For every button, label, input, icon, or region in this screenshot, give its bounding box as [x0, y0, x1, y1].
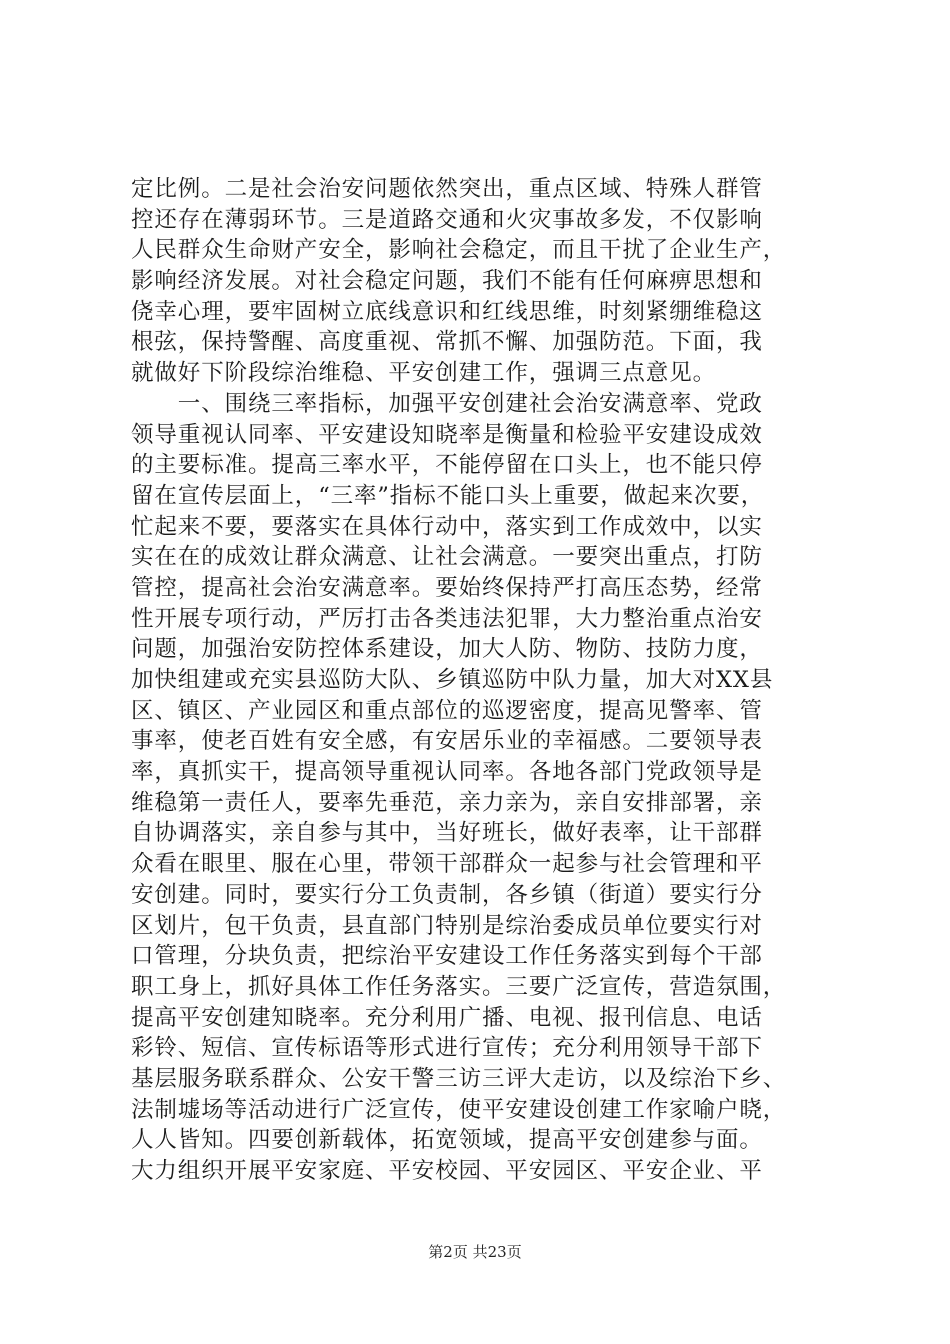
text-line: 管控，提高社会治安满意率。要始终保持严打高压态势，经常 — [131, 574, 763, 601]
text-line: 忙起来不要，要落实在具体行动中，落实到工作成效中，以实 — [131, 513, 763, 540]
text-line: 口管理，分块负责，把综治平安建设工作任务落实到每个干部 — [131, 943, 763, 970]
text-line: 法制墟场等活动进行广泛宣传，使平安建设创建工作家喻户晓， — [131, 1096, 787, 1123]
text-line: 的主要标准。提高三率水平，不能停留在口头上，也不能只停 — [131, 452, 763, 479]
text-line: 维稳第一责任人，要率先垂范，亲力亲为，亲自安排部署，亲 — [131, 789, 763, 816]
text-line: 一、围绕三率指标，加强平安创建社会治安满意率、党政 — [131, 390, 763, 417]
text-line: 问题，加强治安防控体系建设，加大人防、物防、技防力度， — [131, 636, 763, 663]
text-line: 大力组织开展平安家庭、平安校园、平安园区、平安企业、平 — [131, 1158, 763, 1184]
text-line: 实在在的成效让群众满意、让社会满意。一要突出重点，打防 — [131, 544, 763, 571]
text-line: 人人皆知。四要创新载体，拓宽领域，提高平安创建参与面。 — [131, 1127, 763, 1154]
text-line: 提高平安创建知晓率。充分利用广播、电视、报刊信息、电话 — [131, 1004, 763, 1031]
text-line: 职工身上，抓好具体工作任务落实。三要广泛宣传，营造氛围， — [131, 973, 787, 1000]
text-line: 基层服务联系群众、公安干警三访三评大走访，以及综治下乡、 — [131, 1065, 787, 1092]
text-line: 性开展专项行动，严厉打击各类违法犯罪，大力整治重点治安 — [131, 605, 763, 632]
body-text — [131, 174, 831, 1187]
text-line: 根弦，保持警醒、高度重视、常抓不懈、加强防范。下面，我 — [131, 329, 763, 356]
text-line: 区划片，包干负责，县直部门特别是综治委成员单位要实行对 — [131, 912, 763, 939]
text-line: 留在宣传层面上，“三率”指标不能口头上重要，做起来次要， — [131, 482, 765, 509]
text-line: 区、镇区、产业园区和重点部位的巡逻密度，提高见警率、管 — [131, 697, 763, 724]
text-line: 领导重视认同率、平安建设知晓率是衡量和检验平安建设成效 — [131, 421, 763, 448]
text-line: 加快组建或充实县巡防大队、乡镇巡防中队力量，加大对XX县 — [131, 667, 774, 693]
text-line: 侥幸心理，要牢固树立底线意识和红线思维，时刻紧绷维稳这 — [131, 298, 763, 325]
text-line: 人民群众生命财产安全，影响社会稳定，而且干扰了企业生产， — [131, 237, 787, 264]
text-line: 众看在眼里、服在心里，带领干部群众一起参与社会管理和平 — [131, 851, 763, 878]
text-line: 率，真抓实干，提高领导重视认同率。各地各部门党政领导是 — [131, 759, 763, 786]
text-line: 事率，使老百姓有安全感，有安居乐业的幸福感。二要领导表 — [131, 728, 763, 755]
text-line: 就做好下阶段综治维稳、平安创建工作，强调三点意见。 — [131, 360, 717, 387]
text-line: 影响经济发展。对社会稳定问题，我们不能有任何麻痹思想和 — [131, 268, 763, 295]
text-line: 自协调落实，亲自参与其中，当好班长，做好表率，让干部群 — [131, 820, 763, 847]
text-line: 彩铃、短信、宣传标语等形式进行宣传；充分利用领导干部下 — [131, 1035, 763, 1062]
text-line: 安创建。同时，要实行分工负责制，各乡镇（街道）要实行分 — [131, 881, 763, 908]
text-line: 控还存在薄弱环节。三是道路交通和火灾事故多发，不仅影响 — [131, 206, 763, 233]
text-line: 定比例。二是社会治安问题依然突出，重点区域、特殊人群管 — [131, 176, 763, 202]
page-footer: 第2页 共23页 — [428, 1243, 522, 1261]
